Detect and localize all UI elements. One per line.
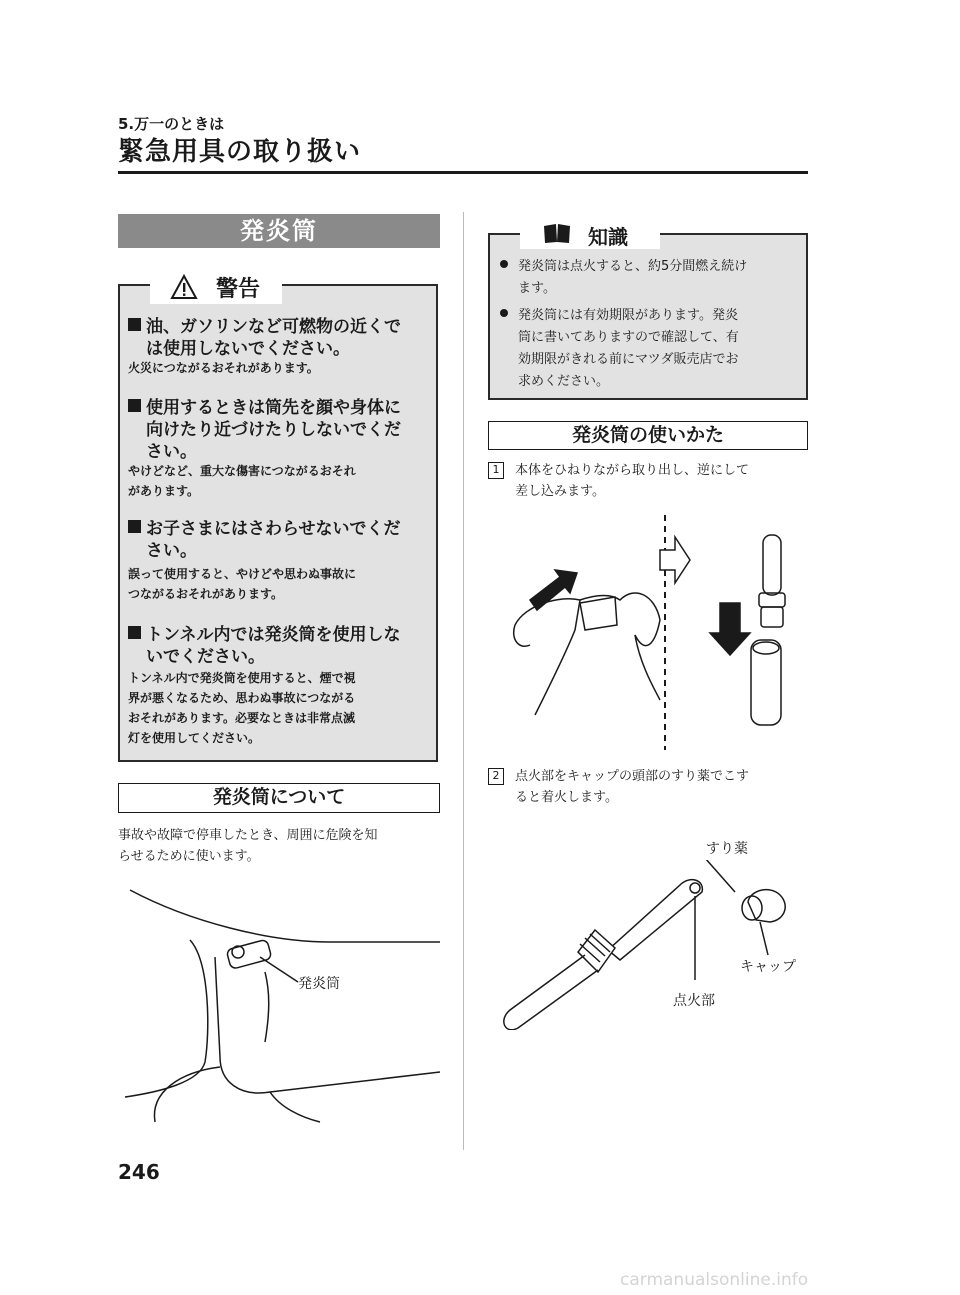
- label-striking-compound: すり薬: [706, 841, 748, 857]
- warning-triangle-icon: [170, 274, 198, 300]
- step-number: 2: [488, 768, 504, 785]
- warning-item-3-body: 誤って使用すると、やけどや思わぬ事故に つながるおそれがあります。: [128, 567, 357, 601]
- info-label: 知識: [588, 225, 628, 249]
- car-interior-illustration: [120, 882, 440, 1132]
- label-cap: キャップ: [740, 959, 796, 975]
- bullet-square-icon: [128, 318, 141, 331]
- watermark: carmanualsonline.info: [620, 1270, 809, 1290]
- label-ignition-part: 点火部: [673, 993, 715, 1009]
- bullet-square-icon: [128, 520, 141, 533]
- warning-item-2-heading: 使用するときは筒先を顔や身体に 向けたり近づけたりしないでくだ さい。: [128, 397, 430, 463]
- page-number: 246: [118, 1160, 160, 1184]
- warning-item-3-heading: お子さまにはさわらせないでくだ さい。: [128, 518, 430, 562]
- bullet-dot-icon: [500, 309, 508, 317]
- about-paragraph: 事故や故障で停車したとき、周囲に危険を知 らせるために使います。: [118, 828, 378, 864]
- section-heading-about: 発炎筒について: [118, 783, 440, 813]
- step-2: 2 点火部をキャップの頭部のすり薬でこす ると着火します。: [488, 766, 810, 808]
- figure-label-flare: 発炎筒: [298, 976, 340, 992]
- step-number: 1: [488, 462, 504, 479]
- warning-item-4-heading: トンネル内では発炎筒を使用しな いでください。: [128, 624, 430, 668]
- column-divider: [463, 212, 464, 1150]
- bullet-square-icon: [128, 626, 141, 639]
- section-banner: 発炎筒: [118, 214, 440, 248]
- info-item-1: 発炎筒は点火すると、約5分間燃え続け ます。: [500, 256, 800, 300]
- bullet-dot-icon: [500, 260, 508, 268]
- warning-label: 警告: [216, 277, 261, 302]
- warning-item-1-heading: 油、ガソリンなど可燃物の近くで は使用しないでください。: [128, 316, 430, 360]
- hands-twist-illustration: [505, 515, 805, 755]
- step-1: 1 本体をひねりながら取り出し、逆にして 差し込みます。: [488, 460, 810, 502]
- bullet-square-icon: [128, 399, 141, 412]
- warning-item-1-body: 火災につながるおそれがあります。: [128, 361, 319, 375]
- chapter-label: 5.万一のときは: [118, 115, 225, 133]
- flare-strike-illustration: [490, 860, 810, 1030]
- page-title: 緊急用具の取り扱い: [118, 137, 362, 167]
- info-item-2: 発炎筒には有効期限があります。発炎 筒に書いてありますので確認して、有 効期限がきれる前にマツダ販売店でお 求めください。: [500, 305, 800, 393]
- warning-item-4-body: トンネル内で発炎筒を使用すると、煙で視 界が悪くなるため、思わぬ事故につながる おそれがあります。必要なときは非常点滅 灯を使用してください。: [128, 671, 356, 745]
- title-rule: [118, 171, 808, 174]
- warning-item-2-body: やけどなど、重大な傷害につながるおそれ があります。: [128, 464, 356, 498]
- section-heading-howto: 発炎筒の使いかた: [488, 421, 808, 450]
- book-icon: [542, 222, 572, 244]
